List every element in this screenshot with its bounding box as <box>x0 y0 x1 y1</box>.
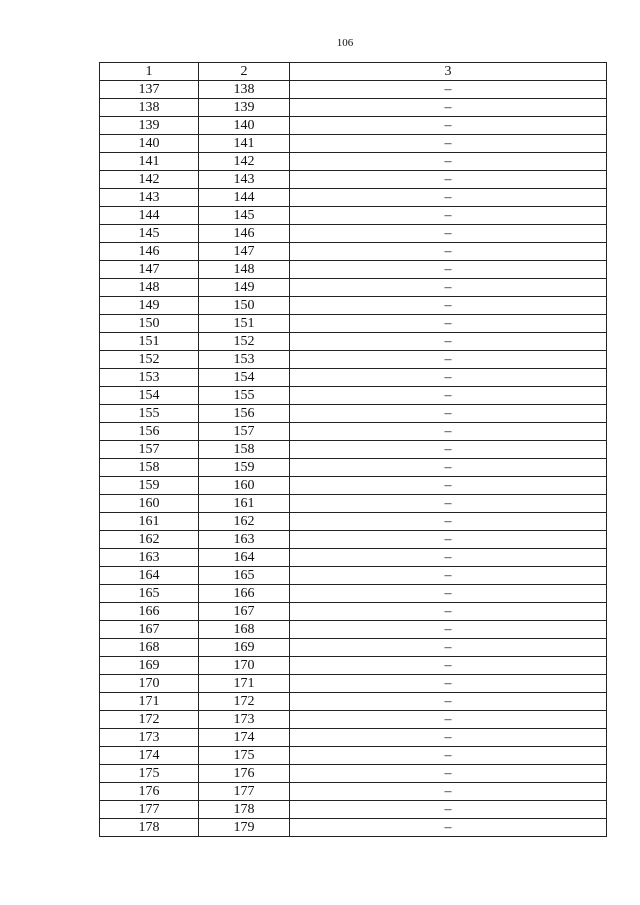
table-row <box>100 135 607 153</box>
table-row <box>100 117 607 135</box>
table-cell-col-3: – <box>290 477 607 495</box>
table-cell-col-3: – <box>290 819 607 837</box>
table-cell-col-2: 174 <box>199 729 290 747</box>
table-cell-col-3: – <box>290 513 607 531</box>
table-row <box>100 351 607 369</box>
table-cell-col-1: 141 <box>100 153 199 171</box>
table-cell-col-2: 167 <box>199 603 290 621</box>
table-row <box>100 315 607 333</box>
table-row <box>100 729 607 747</box>
table-header <box>100 63 607 81</box>
table-cell-col-1: 137 <box>100 81 199 99</box>
table-cell-col-2: 179 <box>199 819 290 837</box>
table-row <box>100 603 607 621</box>
table-cell-col-1: 171 <box>100 693 199 711</box>
table-row <box>100 675 607 693</box>
table-cell-col-3: – <box>290 99 607 117</box>
table-cell-col-2: 147 <box>199 243 290 261</box>
table-cell-col-3: – <box>290 783 607 801</box>
table-body <box>100 81 607 837</box>
table-cell-col-1: 147 <box>100 261 199 279</box>
table-cell-col-1: 154 <box>100 387 199 405</box>
table-cell-col-1: 178 <box>100 819 199 837</box>
table-cell-col-2: 172 <box>199 693 290 711</box>
table-row <box>100 783 607 801</box>
table-cell-col-1: 163 <box>100 549 199 567</box>
table-row <box>100 765 607 783</box>
table-row <box>100 153 607 171</box>
table-cell-col-1: 155 <box>100 405 199 423</box>
table-cell-col-1: 170 <box>100 675 199 693</box>
table-cell-col-3: – <box>290 423 607 441</box>
table-row <box>100 369 607 387</box>
table-cell-col-2: 157 <box>199 423 290 441</box>
table-cell-col-1: 175 <box>100 765 199 783</box>
column-header-2: 2 <box>199 63 290 81</box>
table-cell-col-3: – <box>290 459 607 477</box>
table-row <box>100 747 607 765</box>
table-cell-col-1: 139 <box>100 117 199 135</box>
table-row <box>100 297 607 315</box>
table-cell-col-1: 162 <box>100 531 199 549</box>
table-cell-col-3: – <box>290 405 607 423</box>
table-row <box>100 693 607 711</box>
table-cell-col-3: – <box>290 117 607 135</box>
table-cell-col-2: 152 <box>199 333 290 351</box>
table-cell-col-2: 151 <box>199 315 290 333</box>
table-cell-col-3: – <box>290 639 607 657</box>
table-cell-col-2: 144 <box>199 189 290 207</box>
table-cell-col-3: – <box>290 243 607 261</box>
table-cell-col-2: 176 <box>199 765 290 783</box>
table-cell-col-2: 166 <box>199 585 290 603</box>
table-row <box>100 243 607 261</box>
table-cell-col-3: – <box>290 567 607 585</box>
table-cell-col-1: 158 <box>100 459 199 477</box>
table-cell-col-1: 152 <box>100 351 199 369</box>
table-cell-col-2: 156 <box>199 405 290 423</box>
table-cell-col-2: 138 <box>199 81 290 99</box>
table-cell-col-3: – <box>290 747 607 765</box>
table-cell-col-2: 175 <box>199 747 290 765</box>
table-cell-col-3: – <box>290 153 607 171</box>
table-row <box>100 621 607 639</box>
table-row <box>100 261 607 279</box>
table-row <box>100 405 607 423</box>
table-cell-col-2: 146 <box>199 225 290 243</box>
table-cell-col-2: 158 <box>199 441 290 459</box>
table-cell-col-2: 171 <box>199 675 290 693</box>
table-cell-col-3: – <box>290 279 607 297</box>
table-cell-col-3: – <box>290 693 607 711</box>
table-row <box>100 477 607 495</box>
table-row <box>100 567 607 585</box>
table-cell-col-1: 169 <box>100 657 199 675</box>
table-cell-col-2: 154 <box>199 369 290 387</box>
table-cell-col-3: – <box>290 585 607 603</box>
table-cell-col-3: – <box>290 729 607 747</box>
column-header-1: 1 <box>100 63 199 81</box>
table-row <box>100 81 607 99</box>
table-cell-col-1: 146 <box>100 243 199 261</box>
table-cell-col-2: 162 <box>199 513 290 531</box>
table-cell-col-1: 173 <box>100 729 199 747</box>
table-cell-col-3: – <box>290 441 607 459</box>
table-cell-col-1: 142 <box>100 171 199 189</box>
table-cell-col-2: 159 <box>199 459 290 477</box>
table-cell-col-1: 143 <box>100 189 199 207</box>
table-cell-col-3: – <box>290 81 607 99</box>
table-cell-col-2: 173 <box>199 711 290 729</box>
table-cell-col-3: – <box>290 387 607 405</box>
table-cell-col-3: – <box>290 603 607 621</box>
table-row <box>100 189 607 207</box>
table-row <box>100 207 607 225</box>
table-cell-col-1: 138 <box>100 99 199 117</box>
table-row <box>100 279 607 297</box>
table-cell-col-1: 150 <box>100 315 199 333</box>
table-cell-col-1: 165 <box>100 585 199 603</box>
table-cell-col-1: 168 <box>100 639 199 657</box>
table-cell-col-2: 168 <box>199 621 290 639</box>
table-row <box>100 333 607 351</box>
table-cell-col-2: 140 <box>199 117 290 135</box>
table-cell-col-3: – <box>290 171 607 189</box>
table-cell-col-2: 160 <box>199 477 290 495</box>
table-row <box>100 423 607 441</box>
table-row <box>100 99 607 117</box>
table-cell-col-1: 156 <box>100 423 199 441</box>
table-row <box>100 513 607 531</box>
table-cell-col-3: – <box>290 225 607 243</box>
table-cell-col-3: – <box>290 333 607 351</box>
table-cell-col-1: 140 <box>100 135 199 153</box>
table-cell-col-2: 142 <box>199 153 290 171</box>
table-cell-col-3: – <box>290 369 607 387</box>
table-cell-col-2: 145 <box>199 207 290 225</box>
table-cell-col-3: – <box>290 621 607 639</box>
table-row <box>100 171 607 189</box>
table-cell-col-2: 161 <box>199 495 290 513</box>
table-row <box>100 801 607 819</box>
table-cell-col-3: – <box>290 495 607 513</box>
table-cell-col-2: 141 <box>199 135 290 153</box>
table-row <box>100 585 607 603</box>
table-cell-col-2: 148 <box>199 261 290 279</box>
table-cell-col-3: – <box>290 315 607 333</box>
table-cell-col-1: 177 <box>100 801 199 819</box>
data-table <box>99 62 607 837</box>
table-cell-col-1: 157 <box>100 441 199 459</box>
table-row <box>100 531 607 549</box>
table-cell-col-3: – <box>290 135 607 153</box>
table-cell-col-3: – <box>290 657 607 675</box>
header-row <box>100 63 607 81</box>
table-cell-col-3: – <box>290 711 607 729</box>
table-cell-col-2: 164 <box>199 549 290 567</box>
table-cell-col-1: 172 <box>100 711 199 729</box>
table-cell-col-2: 139 <box>199 99 290 117</box>
table-cell-col-2: 163 <box>199 531 290 549</box>
table-cell-col-1: 176 <box>100 783 199 801</box>
table-cell-col-1: 151 <box>100 333 199 351</box>
table-cell-col-1: 145 <box>100 225 199 243</box>
table-cell-col-1: 174 <box>100 747 199 765</box>
table-row <box>100 819 607 837</box>
table-cell-col-3: – <box>290 297 607 315</box>
table-row <box>100 711 607 729</box>
table-row <box>100 387 607 405</box>
table-cell-col-1: 166 <box>100 603 199 621</box>
table-cell-col-1: 164 <box>100 567 199 585</box>
table-row <box>100 549 607 567</box>
table-cell-col-2: 178 <box>199 801 290 819</box>
table-cell-col-1: 153 <box>100 369 199 387</box>
table-cell-col-1: 144 <box>100 207 199 225</box>
table-cell-col-2: 150 <box>199 297 290 315</box>
table-cell-col-3: – <box>290 549 607 567</box>
table-cell-col-2: 155 <box>199 387 290 405</box>
table-cell-col-1: 160 <box>100 495 199 513</box>
table-row <box>100 225 607 243</box>
table-cell-col-2: 149 <box>199 279 290 297</box>
table-row <box>100 495 607 513</box>
table-row <box>100 657 607 675</box>
table-cell-col-2: 177 <box>199 783 290 801</box>
table-cell-col-3: – <box>290 207 607 225</box>
table-row <box>100 441 607 459</box>
table-cell-col-3: – <box>290 189 607 207</box>
table-cell-col-2: 169 <box>199 639 290 657</box>
table-cell-col-3: – <box>290 531 607 549</box>
table-cell-col-3: – <box>290 765 607 783</box>
table-cell-col-1: 159 <box>100 477 199 495</box>
table-cell-col-2: 165 <box>199 567 290 585</box>
page-number: 106 <box>336 37 354 49</box>
table-row <box>100 459 607 477</box>
table-cell-col-1: 161 <box>100 513 199 531</box>
table-cell-col-1: 149 <box>100 297 199 315</box>
table-cell-col-1: 167 <box>100 621 199 639</box>
table-cell-col-3: – <box>290 261 607 279</box>
table-cell-col-1: 148 <box>100 279 199 297</box>
column-header-3: 3 <box>290 63 607 81</box>
table-row <box>100 639 607 657</box>
table-cell-col-2: 170 <box>199 657 290 675</box>
table-cell-col-3: – <box>290 801 607 819</box>
table-cell-col-3: – <box>290 351 607 369</box>
table-cell-col-3: – <box>290 675 607 693</box>
table-cell-col-2: 153 <box>199 351 290 369</box>
table-cell-col-2: 143 <box>199 171 290 189</box>
